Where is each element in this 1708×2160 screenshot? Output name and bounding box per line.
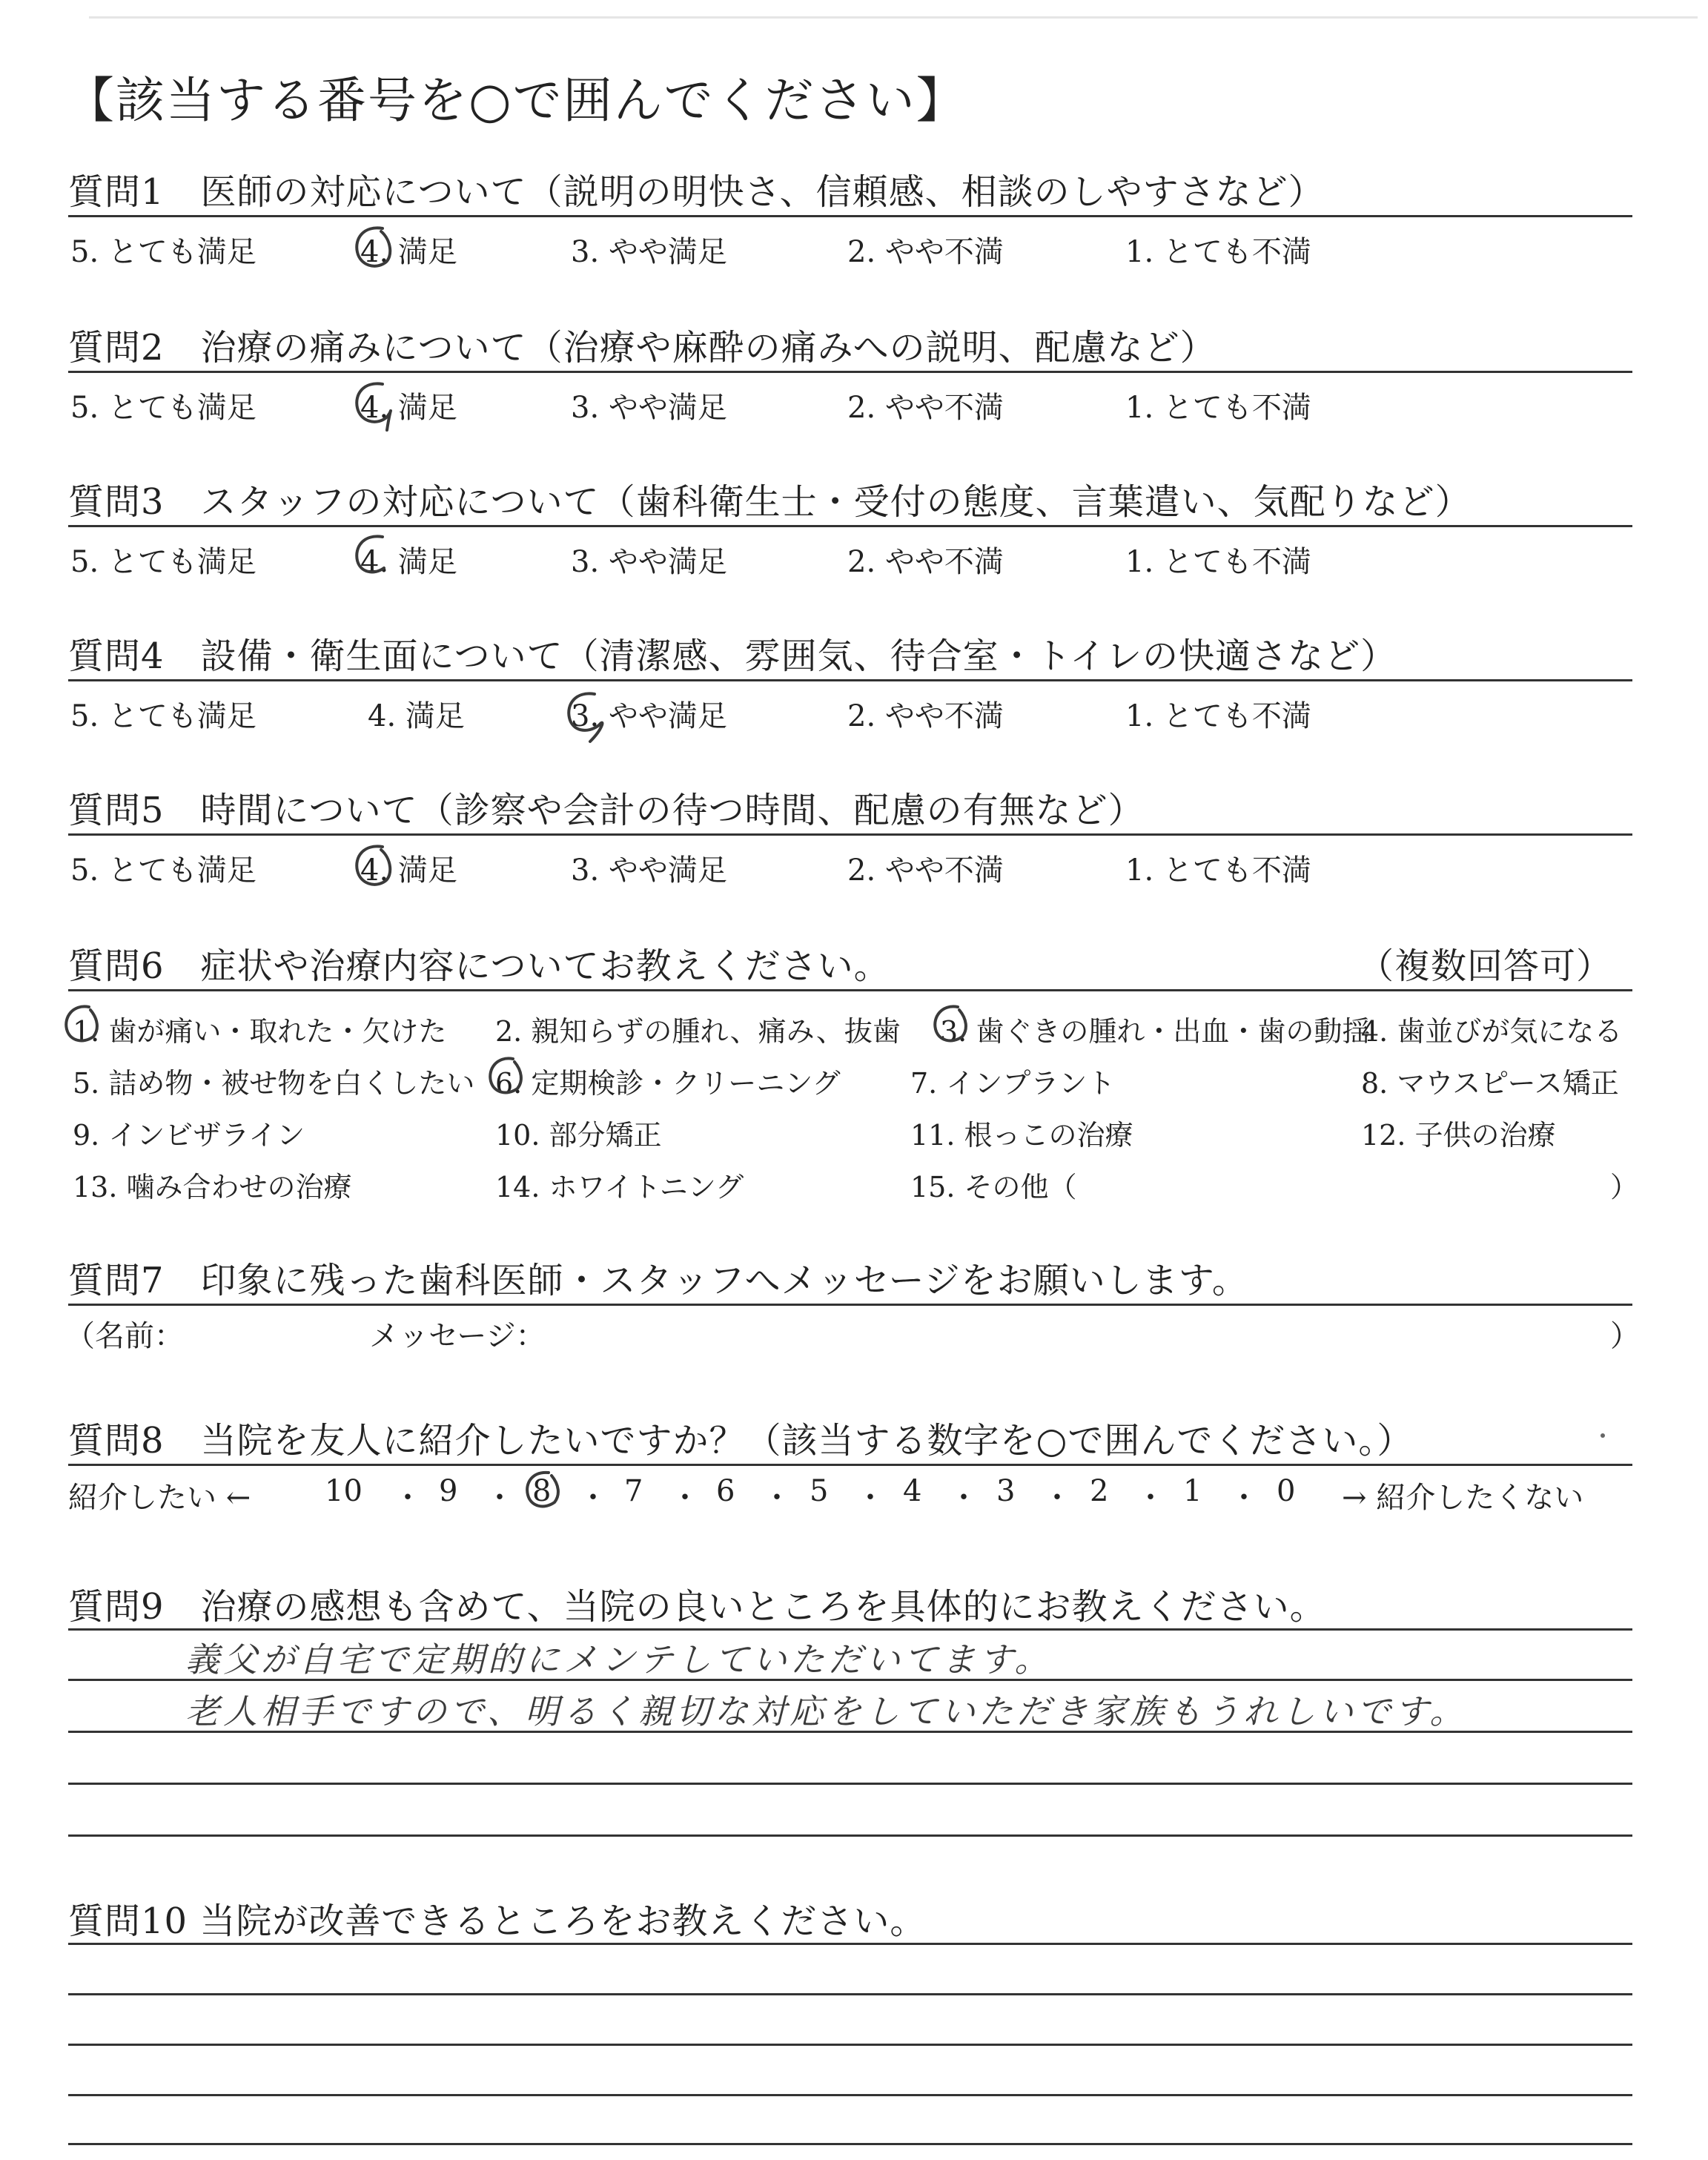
q3-option-3[interactable]: 3. やや満足 bbox=[571, 545, 727, 579]
q6-option-13[interactable]: 13. 噛み合わせの治療 bbox=[73, 1171, 352, 1203]
q3-option-5[interactable]: 5. とても満足 bbox=[70, 545, 256, 579]
q6-option-4[interactable]: 4. 歯並びが気になる bbox=[1361, 1015, 1623, 1048]
question-6-note: （複数回答可） bbox=[1358, 945, 1613, 987]
q1-option-3[interactable]: 3. やや満足 bbox=[571, 235, 727, 269]
q4-selection-circle bbox=[560, 688, 620, 747]
q4-option-2[interactable]: 2. やや不満 bbox=[847, 699, 1004, 733]
q8-number-9[interactable]: 9 bbox=[439, 1474, 458, 1508]
q7-message-label: メッセージ： bbox=[369, 1319, 546, 1353]
q8-selection-circle bbox=[520, 1468, 572, 1520]
q9-handwritten-line-1: 義父が自宅で定期的にメンテしていただいてます。 bbox=[185, 1639, 1053, 1680]
q1-option-5[interactable]: 5. とても満足 bbox=[70, 235, 256, 269]
q6-option-12[interactable]: 12. 子供の治療 bbox=[1361, 1119, 1556, 1152]
q7-name-label: （名前： bbox=[65, 1319, 184, 1353]
q1-option-1[interactable]: 1. とても不満 bbox=[1125, 235, 1311, 269]
q9-answer-rule-5 bbox=[68, 1834, 1632, 1837]
q10-answer-rule-2 bbox=[68, 1993, 1632, 1995]
q8-number-5[interactable]: 5 bbox=[810, 1474, 829, 1508]
question-8-rule bbox=[68, 1464, 1632, 1466]
page-title: 【該当する番号を○で囲んでください】 bbox=[65, 72, 967, 129]
q4-option-1[interactable]: 1. とても不満 bbox=[1125, 699, 1311, 733]
q5-selection-circle bbox=[348, 841, 408, 893]
q4-option-4[interactable]: 4. 満足 bbox=[368, 699, 465, 733]
q8-number-0[interactable]: 0 bbox=[1277, 1474, 1296, 1508]
q6-option-1[interactable]: 1. 歯が痛い・取れた・欠けた bbox=[73, 1015, 447, 1048]
q8-separator: ・ bbox=[762, 1481, 792, 1515]
question-5-rule bbox=[68, 833, 1632, 836]
question-8-title: 質問8 当院を友人に紹介したいですか？（該当する数字を○で囲んでください。） bbox=[68, 1420, 1414, 1462]
question-5-title: 質問5 時間について（診察や会計の待つ時間、配慮の有無など） bbox=[68, 790, 1145, 831]
question-6-rule bbox=[68, 989, 1632, 991]
q6-option-7[interactable]: 7. インプラント bbox=[910, 1067, 1116, 1100]
question-1-title: 質問1 医師の対応について（説明の明快さ、信頼感、相談のしやすさなど） bbox=[68, 171, 1325, 213]
q5-option-4[interactable]: 4. 満足 bbox=[360, 853, 457, 888]
q6-option-14[interactable]: 14. ホワイトニング bbox=[495, 1171, 744, 1203]
q4-option-3[interactable]: 3. やや満足 bbox=[571, 699, 727, 733]
q8-number-2[interactable]: 2 bbox=[1090, 1474, 1109, 1508]
q8-separator: ・ bbox=[578, 1481, 608, 1515]
q8-number-3[interactable]: 3 bbox=[996, 1474, 1016, 1508]
q8-separator: ・ bbox=[393, 1481, 423, 1515]
question-7-rule bbox=[68, 1304, 1632, 1306]
question-7-title: 質問7 印象に残った歯科医師・スタッフへメッセージをお願いします。 bbox=[68, 1260, 1248, 1301]
q8-number-1[interactable]: 1 bbox=[1183, 1474, 1202, 1508]
q3-selection-circle bbox=[348, 531, 408, 583]
q4-option-5[interactable]: 5. とても満足 bbox=[70, 699, 256, 733]
q5-option-3[interactable]: 3. やや満足 bbox=[571, 853, 727, 888]
q8-separator: ・ bbox=[485, 1481, 514, 1515]
q6-option-9[interactable]: 9. インビザライン bbox=[73, 1119, 305, 1152]
question-10-title: 質問10 当院が改善できるところをお教えください。 bbox=[68, 1900, 927, 1942]
q9-answer-rule-4 bbox=[68, 1783, 1632, 1785]
q9-handwritten-line-2: 老人相手ですので、明るく親切な対応をしていただき家族もうれしいです。 bbox=[185, 1691, 1468, 1731]
question-4-rule bbox=[68, 679, 1632, 681]
q6-option-11[interactable]: 11. 根っこの治療 bbox=[910, 1119, 1133, 1152]
q9-answer-rule-1 bbox=[68, 1628, 1632, 1631]
q6-option-6[interactable]: 6. 定期検診・クリーニング bbox=[495, 1067, 841, 1100]
q3-option-4[interactable]: 4. 満足 bbox=[360, 545, 457, 579]
q1-option-2[interactable]: 2. やや不満 bbox=[847, 235, 1004, 269]
q3-option-2[interactable]: 2. やや不満 bbox=[847, 545, 1004, 579]
q5-option-2[interactable]: 2. やや不満 bbox=[847, 853, 1004, 888]
q2-option-5[interactable]: 5. とても満足 bbox=[70, 391, 256, 425]
q2-option-1[interactable]: 1. とても不満 bbox=[1125, 391, 1311, 425]
q8-left-label: 紹介したい ← bbox=[68, 1481, 251, 1515]
q6-option-2[interactable]: 2. 親知らずの腫れ、痛み、抜歯 bbox=[495, 1015, 901, 1048]
question-3-title: 質問3 スタッフの対応について（歯科衛生士・受付の態度、言葉遣い、気配りなど） bbox=[68, 481, 1472, 523]
question-2-rule bbox=[68, 371, 1632, 373]
q10-answer-rule-1 bbox=[68, 1943, 1632, 1945]
q1-option-4[interactable]: 4. 満足 bbox=[360, 235, 457, 269]
q2-option-4[interactable]: 4. 満足 bbox=[360, 391, 457, 425]
q8-number-7[interactable]: 7 bbox=[624, 1474, 643, 1508]
question-2-title: 質問2 治療の痛みについて（治療や麻酔の痛みへの説明、配慮など） bbox=[68, 327, 1217, 369]
q10-answer-rule-3 bbox=[68, 2044, 1632, 2046]
q6-selection-circle-6 bbox=[483, 1053, 535, 1105]
question-6-title: 質問6 症状や治療内容についてお教えください。 bbox=[68, 945, 890, 987]
q6-option-15[interactable]: 15. その他（ bbox=[910, 1171, 1077, 1203]
q8-separator: ・ bbox=[670, 1481, 700, 1515]
q6-selection-circle-3 bbox=[928, 1001, 980, 1053]
scan-speck bbox=[1600, 1433, 1606, 1439]
scan-top-edge bbox=[89, 16, 1698, 19]
q8-separator: ・ bbox=[1042, 1481, 1072, 1515]
q3-option-1[interactable]: 1. とても不満 bbox=[1125, 545, 1311, 579]
q10-answer-rule-4 bbox=[68, 2094, 1632, 2096]
q8-number-8[interactable]: 8 bbox=[532, 1474, 552, 1508]
q8-separator: ・ bbox=[1229, 1481, 1259, 1515]
q8-separator: ・ bbox=[949, 1481, 979, 1515]
q6-option-3[interactable]: 3. 歯ぐきの腫れ・出血・歯の動揺 bbox=[940, 1015, 1371, 1048]
q2-option-3[interactable]: 3. やや満足 bbox=[571, 391, 727, 425]
q8-right-label: → 紹介したくない bbox=[1342, 1481, 1584, 1515]
q8-number-6[interactable]: 6 bbox=[716, 1474, 735, 1508]
question-4-title: 質問4 設備・衛生面について（清潔感、雰囲気、待合室・トイレの快適さなど） bbox=[68, 635, 1397, 677]
q6-selection-circle-1 bbox=[59, 1001, 111, 1053]
q8-number-4[interactable]: 4 bbox=[903, 1474, 922, 1508]
q8-separator: ・ bbox=[1136, 1481, 1165, 1515]
q8-separator: ・ bbox=[855, 1481, 885, 1515]
q7-close-paren: ） bbox=[1610, 1319, 1640, 1353]
q6-option-8[interactable]: 8. マウスピース矯正 bbox=[1361, 1067, 1619, 1100]
q6-option-10[interactable]: 10. 部分矯正 bbox=[495, 1119, 662, 1152]
q6-other-close: ） bbox=[1610, 1171, 1639, 1203]
q6-option-5[interactable]: 5. 詰め物・被せ物を白くしたい bbox=[73, 1067, 475, 1100]
q10-answer-rule-5 bbox=[68, 2143, 1632, 2145]
q5-option-1[interactable]: 1. とても不満 bbox=[1125, 853, 1311, 888]
question-3-rule bbox=[68, 525, 1632, 527]
question-9-title: 質問9 治療の感想も含めて、当院の良いところを具体的にお教えください。 bbox=[68, 1586, 1326, 1628]
question-1-rule bbox=[68, 215, 1632, 217]
q8-number-10[interactable]: 10 bbox=[325, 1474, 363, 1508]
q1-selection-circle bbox=[348, 222, 408, 274]
q2-option-2[interactable]: 2. やや不満 bbox=[847, 391, 1004, 425]
q5-option-5[interactable]: 5. とても満足 bbox=[70, 853, 256, 888]
q2-selection-circle bbox=[348, 378, 408, 437]
